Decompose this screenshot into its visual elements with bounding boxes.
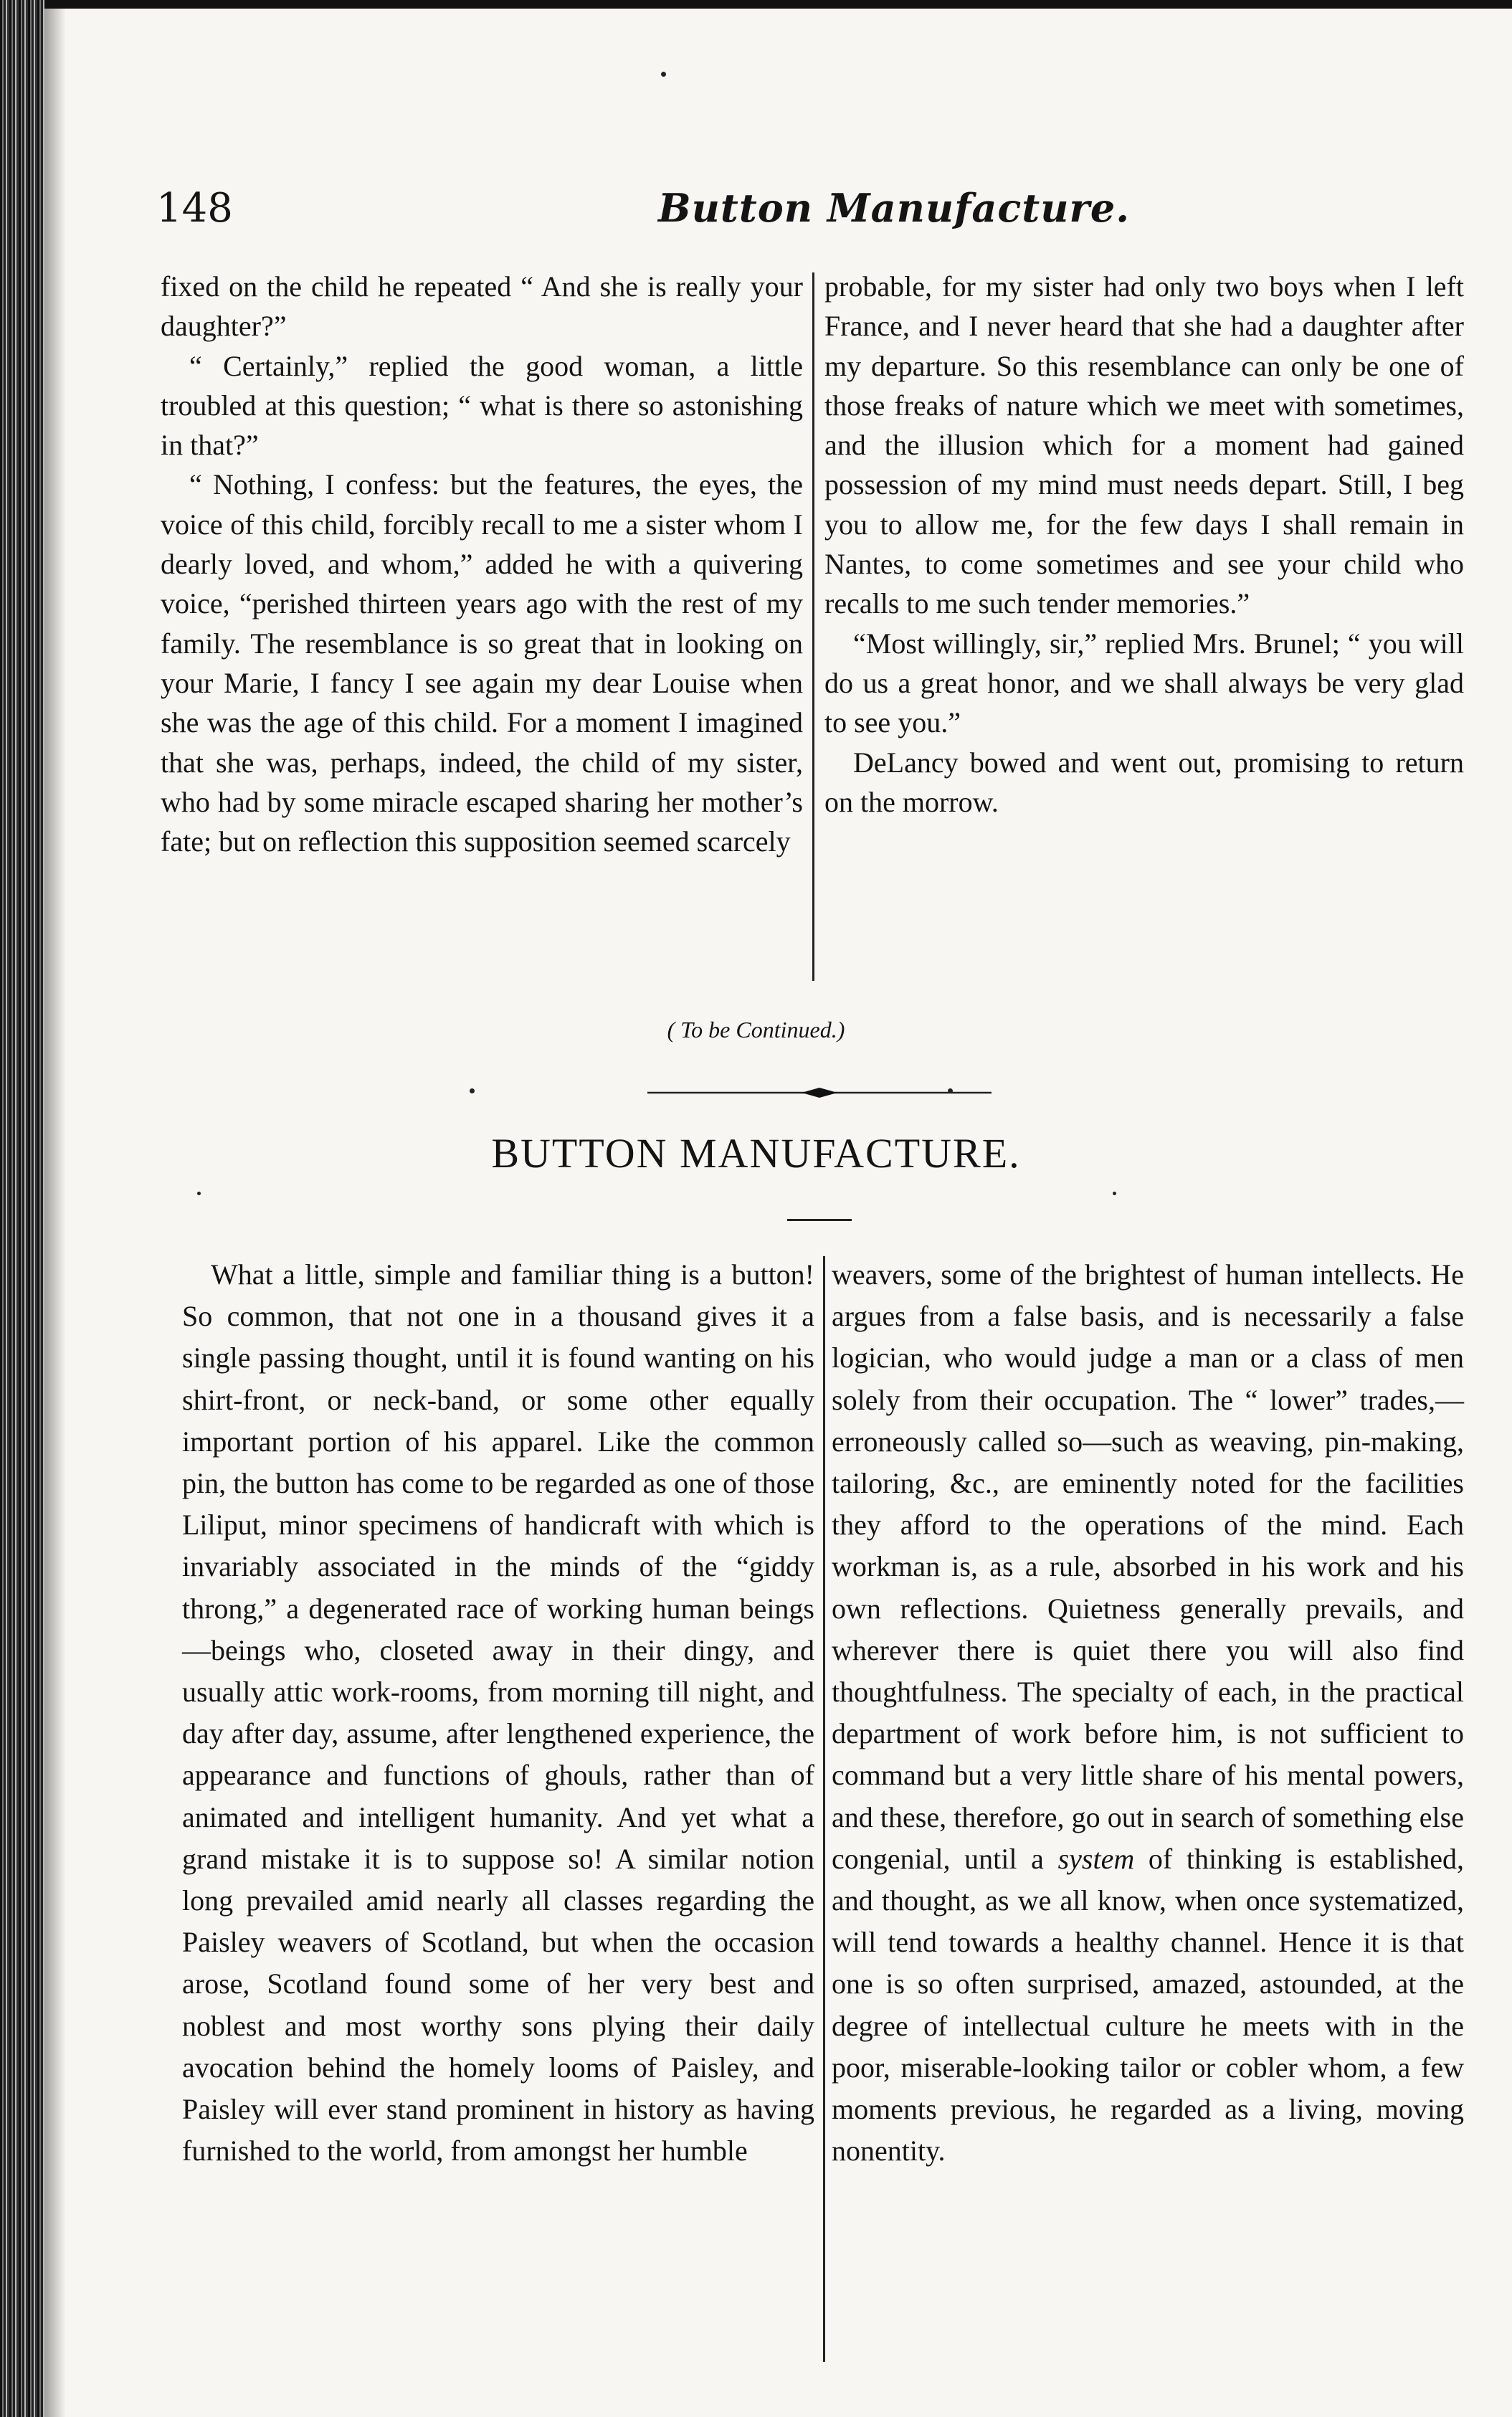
article-left-column [182,1254,814,2172]
emphasis-text: system [1057,1842,1135,1875]
paragraph [832,1254,1464,2172]
title-rule [787,1219,852,1221]
column-divider [823,1256,825,2362]
story-left-column [161,267,803,861]
text-run: weavers, some of the brightest of human intellects. He argues from a false basis, and is necessarily a false logician, who would judge a man or a class of men solely from their occupation. The “ lower” trades,—erroneously called so—such as weaving, pin-making, tailoring, &c., are eminently noted for the facilities they afford to the operations of the mind. Each workman is, as a rule, absorbed in his work and his own reflections. Quietness generally prevails, and wherever there is quiet there you will also find thoughtfulness. The specialty of each, in the practical department of work before him, is not sufficient to command but a very little share of his mental powers, and these, therefore, go out in search of something else congenial, until a [832,1258,1464,1875]
ink-speck [661,72,666,77]
article-right-column [832,1254,1464,2172]
top-edge-shadow [44,0,1512,9]
page-number: 148 [156,185,233,232]
paragraph: What a little, simple and familiar thing is a button! So common, that not one in a thousand gives it a single passing thought, until it is found wanting on his shirt-front, or neck-band, or some other equally important portion of his apparel. Like the common pin, the button has come to be regarded as one of those Liliput, minor specimens of handicraft with which is invariably associated in the minds of the “giddy throng,” a degenerated race of working human beings—beings who, closeted away in their dingy, and usually attic work-rooms, from morning till night, and day after day, assume, after lengthened experience, the appearance and functions of ghouls, rather than of animated and intelligent humanity. And yet what a grand mistake it is to suppose so! A similar notion long prevailed amid nearly all classes regarding the Paisley weavers of Scotland, but when the occasion arose, Scotland found some of her very best and noblest and most worthy sons plying their daily avocation behind the homely looms of Paisley, and Paisley will ever stand prominent in history as having furnished to the world, from amongst her humble [182,1258,814,2167]
page-header [156,185,1468,250]
ink-speck [1113,1192,1116,1195]
paragraph: probable, for my sister had only two boys when I left France, and I never heard that she had a daughter after my departure. So this resemblance can only be one of those freaks of nature which we meet with sometimes, and the illusion which for a moment had gained possession of my mind must needs depart. Still, I beg you to allow me, for the few days I shall remain in Nantes, to come sometimes and see your child who recalls to me such tender memories.” [824,270,1464,620]
paragraph: “ Nothing, I confess: but the features, the eyes, the voice of this child, forcibly recall to me a sister whom I dearly loved, and whom,” added he with a quivering voice, “perished thirteen years ago with the rest of my family. The resemblance is so great that in looking on your Marie, I fancy I see again my dear Louise when she was the age of this child. For a moment I imagined that she was, perhaps, indeed, the child of my sister, who had by some miracle escaped sharing her mother’s fate; but on reflection this supposition seemed scarcely [161,468,803,858]
continuation-note: ( To be Continued.) [667,1017,845,1043]
story-right-column [824,267,1464,822]
book-binding-edge [0,0,44,2417]
paragraph: fixed on the child he repeated “ And she is really your daughter?” [161,270,803,343]
running-title: Button Manufacture. [658,185,1131,231]
text-run: of thinking is established, and thought, as we all know, when once systematized, will tend towards a healthy channel. Hence it is that one is so often surprised, amazed, astounded, at the degree of intellectual culture he meets with in the poor, miserable-looking tailor or cobler whom, a few moments previous, he regarded as a living, moving nonentity. [832,1842,1464,2167]
column-divider [812,272,814,981]
ink-speck [470,1088,475,1093]
ornamental-divider [647,1087,992,1098]
paragraph: “ Certainly,” replied the good woman, a little troubled at this question; “ what is there so astonishing in that?” [161,349,803,462]
paragraph: “Most willingly, sir,” replied Mrs. Brunel; “ you will do us a great honor, and we shall always be very glad to see you.” [824,627,1464,739]
paragraph: DeLancy bowed and went out, promising to return on the morrow. [824,746,1464,818]
article-title: BUTTON MANUFACTURE. [491,1130,1021,1177]
ink-speck [197,1192,201,1195]
